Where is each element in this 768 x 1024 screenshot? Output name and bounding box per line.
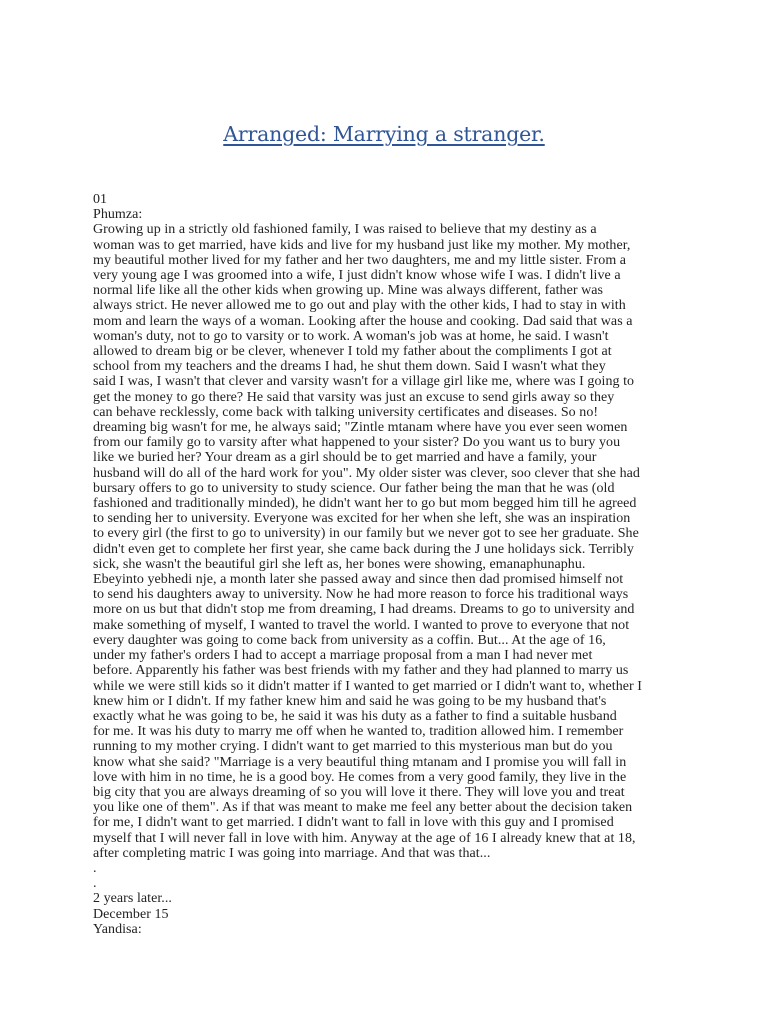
story-line: for me, I didn't want to get married. I didn't want to fall in love with this guy and I promised [93,815,614,831]
story-line: running to my mother crying. I didn't want to get married to this mysterious man but do you [93,739,613,755]
story-line: normal life like all the other kids when growing up. Mine was always different, father was [93,283,604,299]
story-line: my beautiful mother lived for my father and her two daughters, me and my little sister. From a [93,252,627,268]
story-line: after completing matric I was going into marriage. And that was that... [93,845,491,861]
narrator-heading: Phumza: [93,207,143,223]
document-title: Arranged: Marrying a stranger. [223,122,545,146]
story-line: allowed to dream big or be clever, whenever I told my father about the compliments I got at [93,344,612,360]
separator-dot: . [93,860,97,876]
chapter-number: 01 [93,192,108,207]
story-line: you like one of them". As if that was meant to make me feel any better about the decision taken [93,800,633,816]
narrator-heading: Yandisa: [93,921,142,937]
story-line: bursary offers to go to university to study science. Our father being the man that he was (old [93,480,615,496]
story-line: very young age I was groomed into a wife, I just didn't know whose wife I was. I didn't live a [93,268,621,284]
story-line: under my father's orders I had to accept a marriage proposal from a man I had never met [93,648,593,664]
story-paragraph [93,222,683,861]
story-line: Growing up in a strictly old fashioned family, I was raised to believe that my destiny as a [93,222,597,238]
date-text: December 15 [93,906,169,922]
story-line: more on us but that didn't stop me from dreaming, I had dreams. Dreams to go to university and [93,602,635,618]
separator-dot: . [93,876,97,892]
story-line: woman's duty, not to go to varsity or to work. A woman's job was at home, he said. I wasn't [93,328,609,344]
story-line: like we buried her? Your dream as a girl should be to get married and have a family, your [93,450,597,466]
story-line: to every girl (the first to go to university) in our family but we never got to see her graduate. She [93,526,639,542]
story-line: dreaming big wasn't for me, he always said; "Zintle mtanam where have you ever seen women [93,420,628,436]
story-line: before. Apparently his father was best friends with my father and they had planned to marry us [93,663,629,679]
story-line: mom and learn the ways of a woman. Looking after the house and cooking. Dad said that was a [93,313,633,329]
story-line: always strict. He never allowed me to go out and play with the other kids, I had to stay in with [93,298,626,314]
document-body [93,192,683,937]
story-line: exactly what he was going to be, he said it was his duty as a father to find a suitable husband [93,708,617,724]
story-line: said I was, I wasn't that clever and varsity wasn't for a village girl like me, where was I going to [93,374,635,390]
time-skip-text: 2 years later... [93,891,172,907]
story-line: Ebeyinto yebhedi nje, a month later she passed away and since then dad promised himself not [93,572,624,588]
story-line: love with him in no time, he is a good boy. He comes from a very good family, they live in the [93,769,627,785]
story-line: from our family go to varsity after what happened to your sister? Do you want us to bury you [93,435,621,451]
story-line: while we were still kids so it didn't matter if I wanted to get married or I didn't want to, whether I [93,678,643,694]
story-line: make something of myself, I wanted to travel the world. I wanted to prove to everyone that not [93,617,630,633]
story-line: know what she said? "Marriage is a very beautiful thing mtanam and I promise you will fall in [93,754,627,770]
story-line: knew him or I didn't. If my father knew him and said he was going to be my husband that's [93,693,607,709]
story-line: sick, she wasn't the beautiful girl she left as, her bones were showing, emanaphunaphu. [93,556,586,572]
story-line: can behave recklessly, come back with talking university certificates and diseases. So no! [93,404,599,420]
story-line: for me. It was his duty to marry me off when he wanted to, tradition allowed him. I remember [93,724,624,740]
story-line: big city that you are always dreaming of so you will love it there. They will love you and treat [93,784,625,800]
story-line: fashioned and traditionally minded), he didn't want her to go but mom begged him till he agreed [93,496,637,512]
story-line: husband will do all of the hard work for you". My older sister was clever, soo clever that she had [93,465,640,481]
story-line: to send his daughters away to university. Now he had more reason to force his traditional ways [93,587,629,603]
story-line: every daughter was going to come back from university as a coffin. But... At the age of 16, [93,632,606,648]
story-line: school from my teachers and the dreams I had, he shut them down. Said I wasn't what they [93,359,606,375]
story-line: to sending her to university. Everyone was excited for her when she left, she was an inspiration [93,511,631,527]
story-line: get the money to go there? He said that varsity was just an excuse to send girls away so they [93,389,615,405]
story-line: myself that I will never fall in love with him. Anyway at the age of 16 I already knew that at 18, [93,830,636,846]
story-line: didn't even get to complete her first year, she came back during the J une holidays sick. Terribly [93,541,634,557]
story-line: woman was to get married, have kids and live for my husband just like my mother. My mother, [93,237,631,253]
